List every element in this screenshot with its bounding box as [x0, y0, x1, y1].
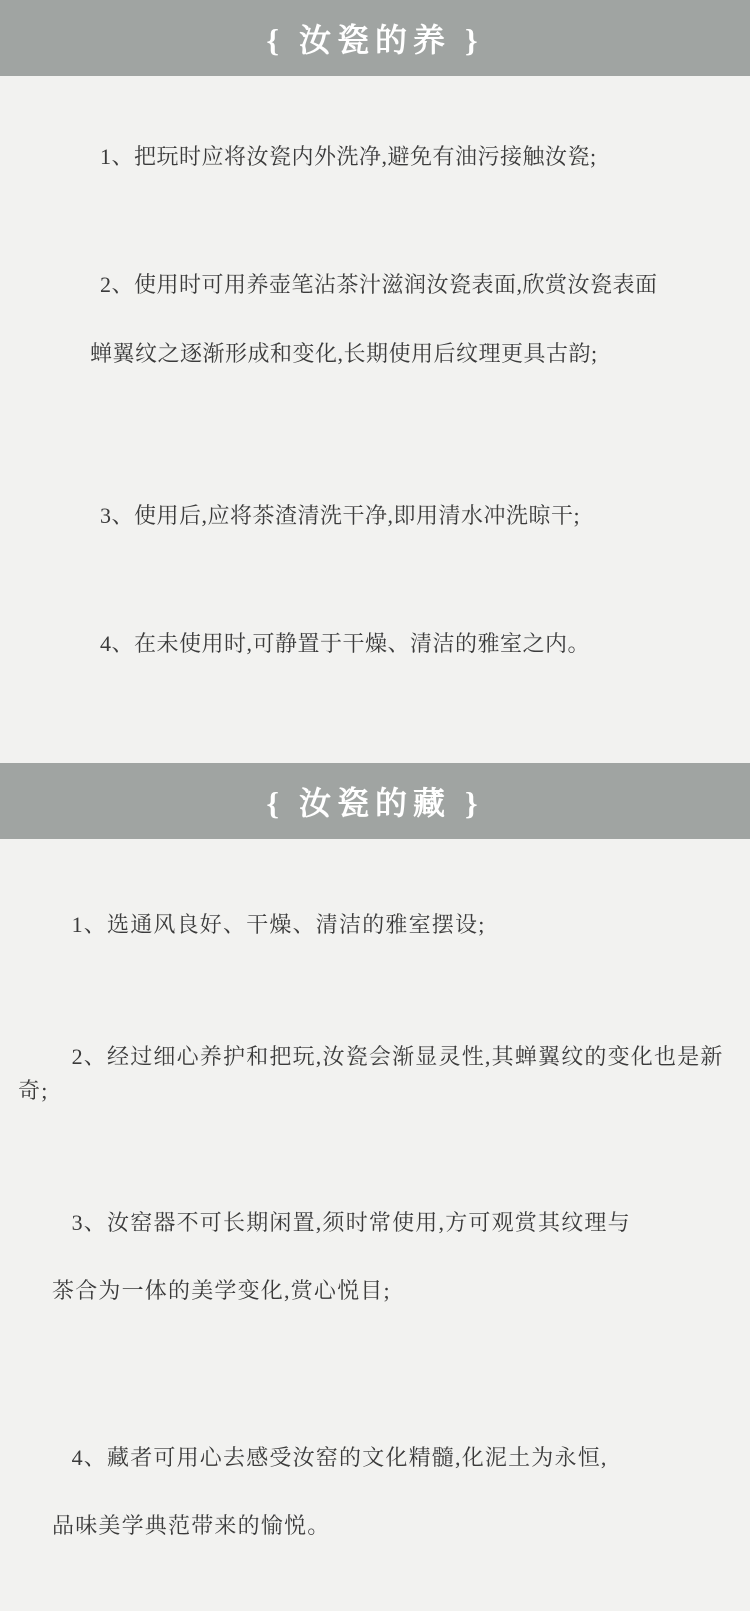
list-item [52, 106, 710, 208]
section-care-body [0, 76, 750, 695]
list-item [52, 593, 710, 695]
section-collect [0, 763, 750, 1611]
section-care-header [0, 0, 750, 76]
list-item-line: 2、使用时可用养壶笔沾茶汁滋润汝瓷表面,欣赏汝瓷表面 [100, 272, 658, 298]
list-item-line-cont: 蝉翼纹之逐渐形成和变化,长期使用后纹理更具古韵; [90, 340, 598, 366]
section-care-title: { 汝瓷的养 } [266, 22, 484, 58]
section-collect-body [0, 839, 750, 1611]
section-collect-title: { 汝瓷的藏 } [266, 785, 484, 822]
list-item [18, 1407, 732, 1611]
list-item-line: 1、把玩时应将汝瓷内外洗净,避免有油污接触汝瓷; [100, 144, 597, 170]
list-item [52, 465, 710, 567]
list-item-line-cont: 茶合为一体的美学变化,赏心悦目; [52, 1278, 391, 1304]
list-item-line: 2、经过细心养护和把玩,汝瓷会渐显灵性,其蝉翼纹的变化也是新奇; [18, 1043, 724, 1103]
list-item-line: 4、藏者可用心去感受汝窑的文化精髓,化泥土为永恒, [71, 1444, 608, 1470]
list-item [18, 1172, 732, 1377]
section-divider-gap [0, 721, 750, 763]
list-item-line: 3、使用后,应将茶渣清洗干净,即用清水冲洗晾干; [100, 502, 581, 528]
list-item [52, 234, 710, 439]
list-item [18, 873, 732, 975]
list-item [18, 1006, 732, 1142]
list-item-line-cont: 品味美学典范带来的愉悦。 [52, 1512, 331, 1538]
section-care [0, 0, 750, 695]
list-item-line: 1、选通风良好、干燥、清洁的雅室摆设; [71, 911, 486, 937]
section-collect-header [0, 763, 750, 839]
list-item-line: 4、在未使用时,可静置于干燥、清洁的雅室之内。 [100, 631, 591, 657]
list-item-line: 3、汝窑器不可长期闲置,须时常使用,方可观赏其纹理与 [71, 1210, 631, 1236]
